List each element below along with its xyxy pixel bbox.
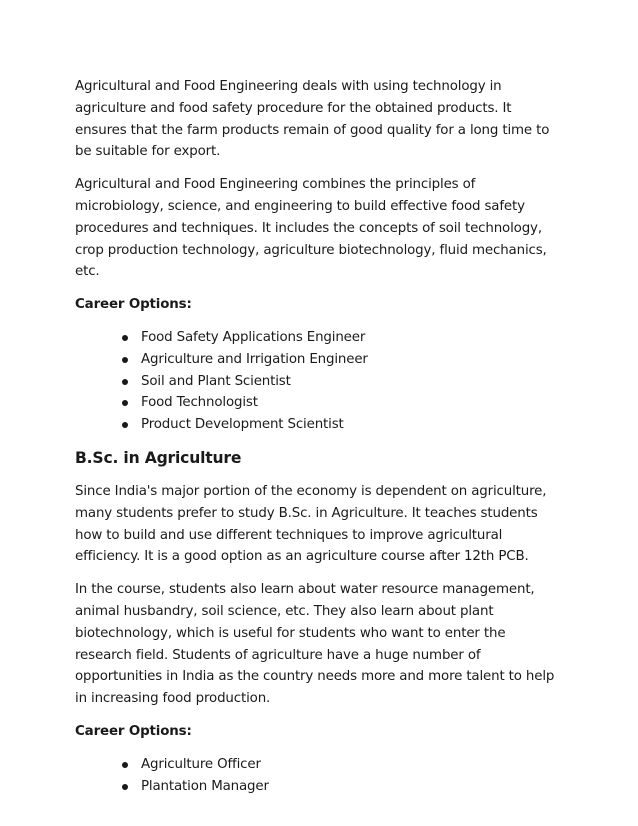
list-item bbox=[122, 414, 565, 436]
list-item bbox=[122, 776, 565, 798]
list-item bbox=[122, 327, 565, 349]
bullet-icon bbox=[122, 784, 128, 790]
list-item-text: Agriculture Officer bbox=[141, 756, 261, 772]
career-options-list bbox=[75, 327, 565, 436]
career-options-list bbox=[75, 754, 565, 798]
list-item bbox=[122, 754, 565, 776]
bullet-icon bbox=[122, 335, 128, 341]
career-options-label: Career Options: bbox=[75, 723, 192, 739]
bullet-icon bbox=[122, 379, 128, 385]
paragraph-bsc-agriculture-course: In the course, students also learn about water resource management, animal husbandry, soil science, etc. They also learn about plant biotechnology, which is useful for students who want to enter the research field. Students of agriculture have a huge number of opportunities in India as the country needs more and more talent to help in increasing food production. bbox=[75, 582, 555, 707]
bullet-icon bbox=[122, 400, 128, 406]
list-item bbox=[122, 371, 565, 393]
document-page bbox=[75, 76, 565, 808]
paragraph-bsc-agriculture-intro: Since India's major portion of the economy is dependent on agriculture, many students prefer to study B.Sc. in Agriculture. It teaches students how to build and use different techniques to improve agricultural efficiency. It is a good option as an agriculture course after 12th PCB. bbox=[75, 483, 547, 565]
list-item-text: Plantation Manager bbox=[141, 778, 269, 794]
list-item bbox=[122, 392, 565, 414]
list-item-text: Food Safety Applications Engineer bbox=[141, 329, 366, 345]
bullet-icon bbox=[122, 762, 128, 768]
list-item-text: Food Technologist bbox=[141, 395, 258, 411]
list-item-text: Product Development Scientist bbox=[141, 417, 344, 433]
list-item-text: Soil and Plant Scientist bbox=[141, 373, 291, 389]
section-heading-bsc-agriculture: B.Sc. in Agriculture bbox=[75, 448, 242, 467]
paragraph-food-engineering-intro: Agricultural and Food Engineering deals with using technology in agriculture and food safety procedure for the obtained products. It ensures that the farm products remain of good quality for a long time to be suitable for export. bbox=[75, 79, 550, 160]
bullet-icon bbox=[122, 422, 128, 428]
list-item bbox=[122, 349, 565, 371]
career-options-label: Career Options: bbox=[75, 297, 192, 313]
paragraph-food-engineering-principles: Agricultural and Food Engineering combines the principles of microbiology, science, and engineering to build effective food safety procedures and techniques. It includes the concepts of soil technology, crop production technology, agriculture biotechnology, fluid mechanics, etc. bbox=[75, 177, 547, 280]
list-item-text: Agriculture and Irrigation Engineer bbox=[141, 351, 368, 367]
bullet-icon bbox=[122, 357, 128, 363]
